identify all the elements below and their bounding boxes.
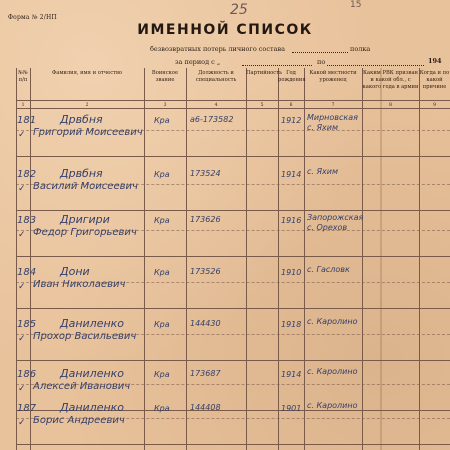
position-code: 173526 — [190, 267, 221, 276]
column-number-divider — [16, 108, 450, 109]
birthplace: с. Каролино — [307, 317, 358, 326]
regiment-blank — [292, 52, 348, 53]
soldier-given-names: Иван Николаевич — [33, 279, 126, 290]
column-number: 8 — [389, 103, 392, 108]
check-mark: ✓ — [18, 130, 26, 140]
row-divider — [16, 210, 450, 211]
soldier-given-names: Прохор Васильевич — [33, 331, 137, 342]
year-label: 194 — [428, 57, 442, 65]
soldier-surname: Дони — [60, 265, 90, 278]
column-header: Когда и по какой причине — [419, 70, 450, 90]
birth-year: 1916 — [281, 216, 302, 225]
period-from-blank — [242, 65, 312, 66]
row-number: 185 — [17, 319, 37, 330]
column-divider — [419, 68, 420, 450]
check-mark: ✓ — [18, 230, 26, 240]
document-title: ИМЕННОЙ СПИСОК — [137, 22, 313, 38]
military-rank: Кра — [154, 216, 170, 225]
header-divider — [16, 100, 450, 101]
military-rank: Кра — [154, 370, 170, 379]
period-label: за период с „ — [175, 58, 221, 66]
period-to-blank — [327, 65, 424, 66]
check-mark: ✓ — [18, 418, 26, 428]
column-header: №№ п/п — [18, 70, 28, 83]
birth-year: 1912 — [281, 116, 302, 125]
birthplace: с. Каролино — [307, 401, 358, 410]
military-rank: Кра — [154, 170, 170, 179]
position-code: 173626 — [190, 215, 221, 224]
column-number: 3 — [163, 103, 167, 108]
column-number: 2 — [85, 103, 89, 108]
position-code: 144408 — [190, 403, 221, 412]
check-mark: ✓ — [18, 334, 26, 344]
loss-table — [16, 68, 450, 450]
row-number: 184 — [17, 267, 37, 278]
birth-year: 1918 — [281, 320, 302, 329]
position-code: 173524 — [190, 169, 221, 178]
column-header: Каким РВК призван и какой обл., с какого года в армии — [362, 70, 419, 90]
column-divider — [304, 68, 305, 450]
birth-year: 1901 — [281, 404, 302, 413]
military-rank: Кра — [154, 268, 170, 277]
soldier-surname: Дрвбня — [60, 167, 103, 180]
column-number: 1 — [21, 103, 25, 108]
birthplace: Мирновская с. Яхим — [307, 113, 358, 132]
soldier-surname: Даниленко — [60, 367, 125, 380]
column-header: Год рождения — [278, 70, 306, 83]
column-header: Должность и специальность — [195, 70, 237, 83]
soldier-surname: Дригири — [60, 213, 110, 226]
birthplace: Запорожская с. Орехов — [307, 213, 364, 232]
page-fold — [380, 68, 382, 450]
soldier-surname: Дрвбня — [60, 113, 103, 126]
row-divider — [16, 256, 450, 257]
column-divider — [186, 68, 187, 450]
column-number: 5 — [260, 103, 264, 108]
column-number: 6 — [289, 103, 293, 108]
military-rank: Кра — [154, 320, 170, 329]
period-to-label: по — [317, 58, 326, 66]
column-divider — [246, 68, 247, 450]
row-number: 182 — [17, 169, 37, 180]
row-number: 181 — [17, 115, 37, 126]
column-header: Фамилия, имя и отчество — [51, 70, 123, 76]
soldier-surname: Даниленко — [60, 401, 125, 414]
row-divider — [16, 444, 450, 445]
row-number: 187 — [17, 403, 37, 414]
birthplace: с. Каролино — [307, 367, 358, 376]
column-number: 4 — [214, 103, 218, 108]
military-rank: Кра — [154, 404, 170, 413]
row-divider — [16, 308, 450, 309]
column-divider — [278, 68, 279, 450]
row-number: 186 — [17, 369, 37, 380]
subtitle-left: безвозвратных потерь личного состава — [150, 45, 285, 53]
folio-number: 25 — [230, 2, 248, 18]
subtitle-right: полка — [350, 45, 371, 53]
column-number: 7 — [331, 103, 335, 108]
birth-year: 1910 — [281, 268, 302, 277]
check-mark: ✓ — [18, 282, 26, 292]
column-header: Партийность — [246, 70, 282, 76]
column-header: Какой местности уроженец — [309, 70, 357, 83]
position-code: а6-173582 — [190, 115, 234, 124]
position-code: 173687 — [190, 369, 221, 378]
column-number: 9 — [433, 103, 436, 108]
soldier-given-names: Федор Григорьевич — [33, 227, 137, 238]
birth-year: 1914 — [281, 170, 302, 179]
birthplace: с. Гасловк — [307, 265, 350, 274]
soldier-surname: Даниленко — [60, 317, 125, 330]
birthplace: с. Яхим — [307, 167, 339, 176]
row-divider — [16, 156, 450, 157]
form-number: Форма № 2/НП — [8, 14, 57, 21]
soldier-given-names: Василий Моисеевич — [33, 181, 138, 192]
soldier-given-names: Борис Андреевич — [33, 415, 125, 426]
check-mark: ✓ — [18, 384, 26, 394]
soldier-given-names: Алексей Иванович — [33, 381, 131, 392]
corner-mark: 15 — [350, 0, 362, 10]
column-header: Воинское звание — [151, 70, 179, 83]
birth-year: 1914 — [281, 370, 302, 379]
row-divider — [16, 360, 450, 361]
row-number: 183 — [17, 215, 37, 226]
position-code: 144430 — [190, 319, 221, 328]
check-mark: ✓ — [18, 184, 26, 194]
soldier-given-names: Григорий Моисеевич — [33, 127, 143, 138]
military-rank: Кра — [154, 116, 170, 125]
column-divider — [144, 68, 145, 450]
